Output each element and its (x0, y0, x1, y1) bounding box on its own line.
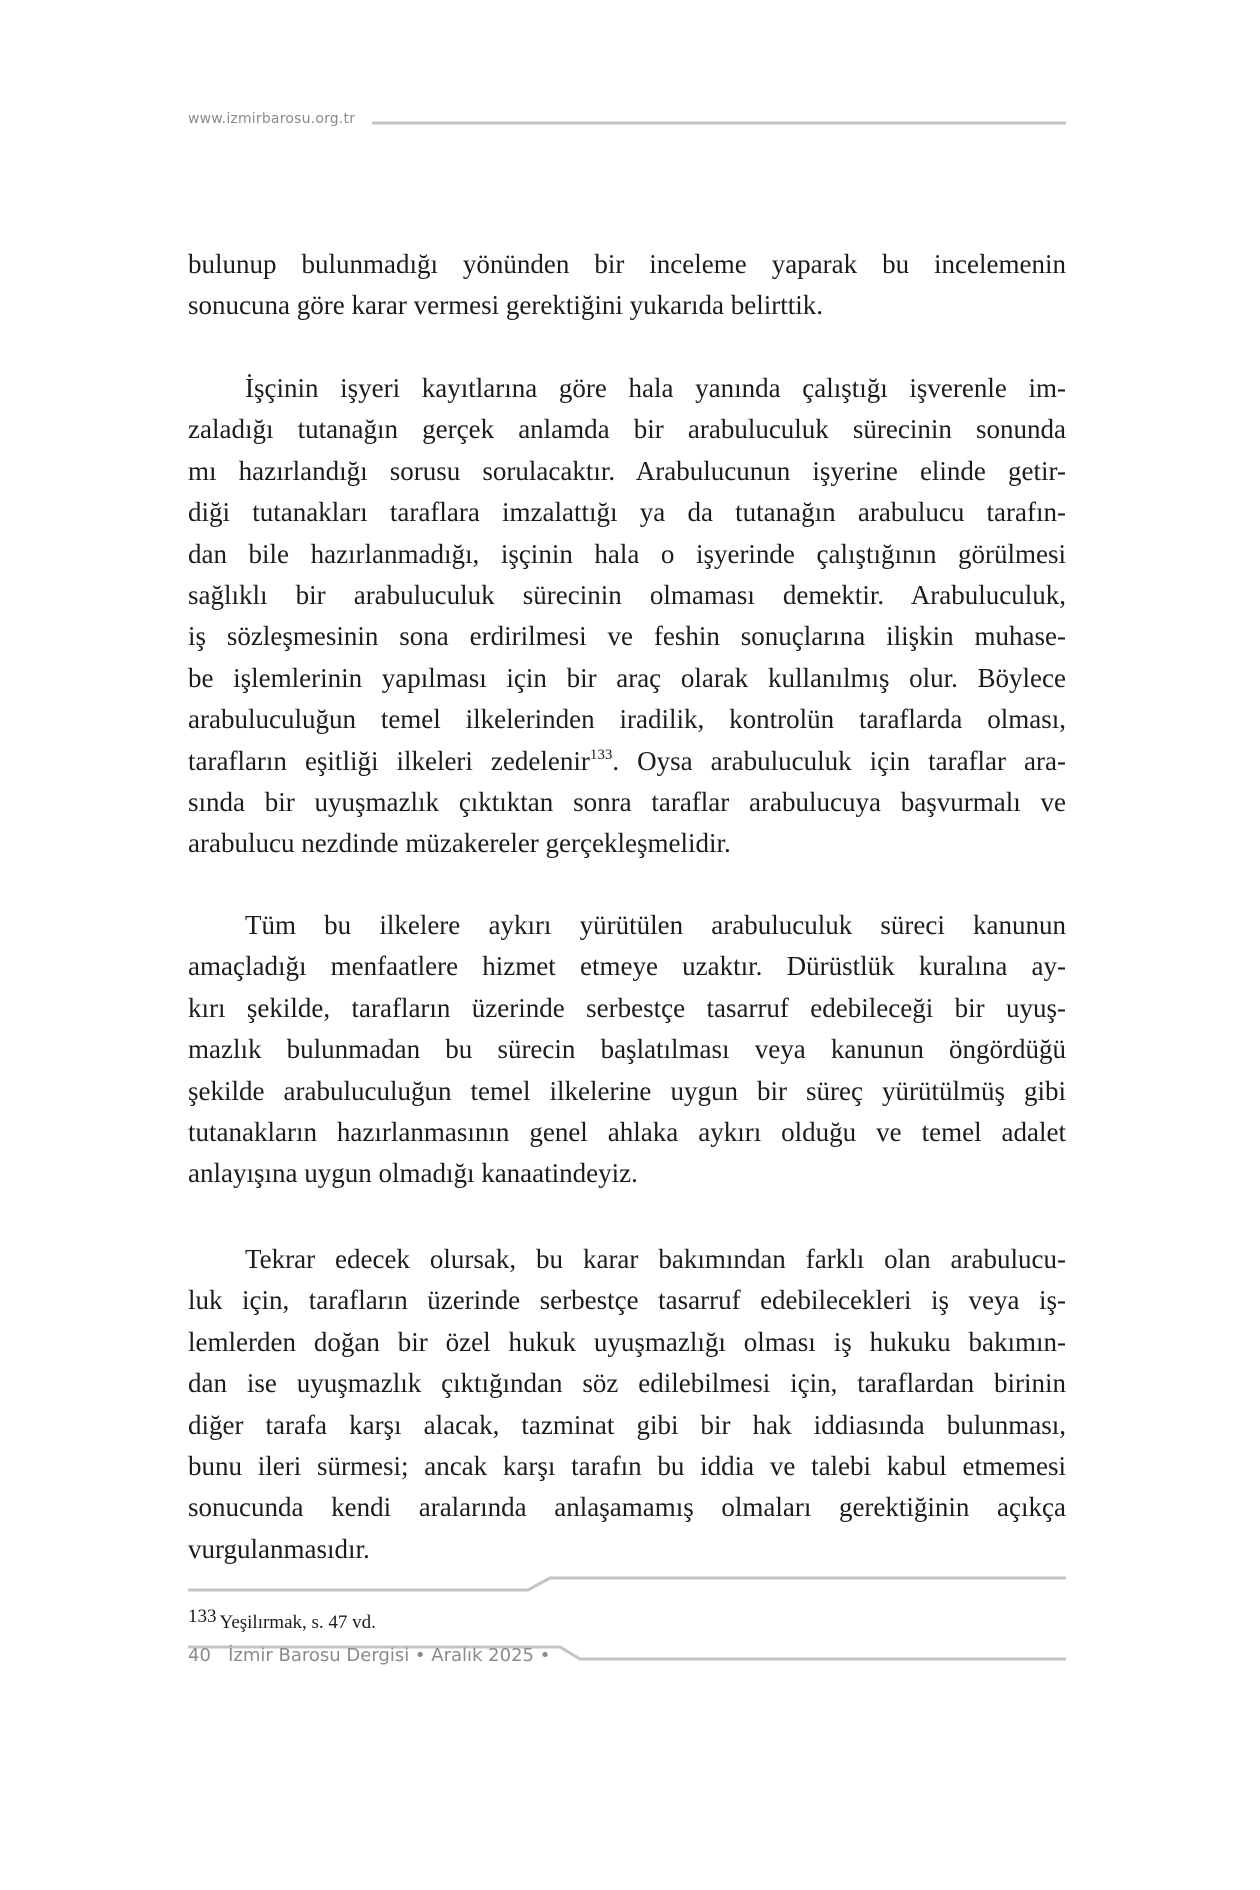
paragraph-2-line: İşçinin işyeri kayıtlarına göre hala yanında çalıştığı işverenle im- (245, 373, 1066, 403)
paragraph-3-line: Tüm bu ilkelere aykırı yürütülen arabuluculuk süreci kanunun (245, 910, 1066, 940)
paragraph-2-line: dan bile hazırlanmadığı, işçinin hala o işyerinde çalıştığının görülmesi (188, 538, 1066, 569)
footnote-text: Yeşilırmak, s. 47 vd. (219, 1612, 376, 1633)
paragraph-2-line: sağlıklı bir arabuluculuk sürecinin olmaması demektir. Arabuluculuk, (188, 580, 1066, 610)
footnote (188, 1606, 376, 1634)
footnote-reference[interactable]: 133 (589, 746, 613, 763)
paragraph-2-line: iş sözleşmesinin sona erdirilmesi ve feshin sonuçlarına ilişkin muhase- (188, 621, 1066, 652)
header-rule (0, 0, 1260, 140)
paragraph-4-line: diğer tarafa karşı alacak, tazminat gibi bir hak iddiasında bulunması, (188, 1409, 1066, 1440)
paragraph-2-line: arabulucu nezdinde müzakereler gerçekleşmelidir. (188, 828, 731, 859)
paragraph-4-line: Tekrar edecek olursak, bu karar bakımından farklı olan arabulucu- (245, 1244, 1066, 1274)
paragraph-4-line: lemlerden doğan bir özel hukuk uyuşmazlığı olması iş hukuku bakımın- (188, 1326, 1066, 1357)
paragraph-2-line: tarafların eşitliği ilkeleri zedelenir$^{133}$. Oysa arabuluculuk için taraflar ara- (188, 745, 1066, 776)
paragraph-2-line: diği tutanakları taraflara imzalattığı ya da tutanağın arabulucu tarafın- (188, 497, 1066, 528)
paragraph-3-line: anlayışına uygun olmadığı kanaatindeyiz. (188, 1158, 638, 1189)
footnote-number: 133 (188, 1606, 217, 1627)
paragraph-3-line: mazlık bulunmadan bu sürecin başlatılması veya kanunun öngördüğü (188, 1034, 1066, 1065)
paragraph-2-line: be işlemlerinin yapılması için bir araç olarak kullanılmış olur. Böylece (188, 662, 1066, 693)
header-site-url: www.izmirbarosu.org.tr (188, 111, 356, 127)
paragraph-4-line: bunu ileri sürmesi; ancak karşı tarafın bu iddia ve talebi kabul etmemesi (188, 1451, 1066, 1481)
paragraph-2-line: mı hazırlandığı sorusu sorulacaktır. Arabulucunun işyerine elinde getir- (188, 455, 1066, 486)
paragraph-4-line: dan ise uyuşmazlık çıktığından söz edilebilmesi için, taraflardan birinin (188, 1368, 1066, 1399)
paragraph-3-line: şekilde arabuluculuğun temel ilkelerine uygun bir süreç yürütülmüş gibi (188, 1075, 1066, 1106)
paragraph-1-line: sonucuna göre karar vermesi gerektiğini yukarıda belirttik. (188, 290, 824, 321)
paragraph-1-line: bulunup bulunmadığı yönünden bir inceleme yaparak bu incelemenin (188, 249, 1066, 279)
paragraph-4-line: vurgulanmasıdır. (188, 1533, 370, 1564)
paragraph-4-line: sonucunda kendi aralarında anlaşamamış olmaları gerektiğinin açıkça (188, 1492, 1066, 1523)
paragraph-2-line: zaladığı tutanağın gerçek anlamda bir arabuluculuk sürecinin sonunda (188, 414, 1066, 445)
paragraph-3-line: amaçladığı menfaatlere hizmet etmeye uzaktır. Dürüstlük kuralına ay- (188, 951, 1066, 982)
paragraph-3-line: tutanakların hazırlanmasının genel ahlaka aykırı olduğu ve temel adalet (188, 1117, 1066, 1147)
paragraph-3-line: kırı şekilde, tarafların üzerinde serbestçe tasarruf edebileceği bir uyuş- (188, 992, 1066, 1023)
paragraph-2-line: arabuluculuğun temel ilkelerinden iradilik, kontrolün taraflarda olması, (188, 704, 1066, 735)
page-footer: 40 İzmir Barosu Dergisi • Aralık 2025 • (188, 1645, 551, 1666)
paragraph-2-line: sında bir uyuşmazlık çıktıktan sonra taraflar arabulucuya başvurmalı ve (188, 787, 1066, 817)
paragraph-4-line: luk için, tarafların üzerinde serbestçe tasarruf edebilecekleri iş veya iş- (188, 1285, 1066, 1316)
